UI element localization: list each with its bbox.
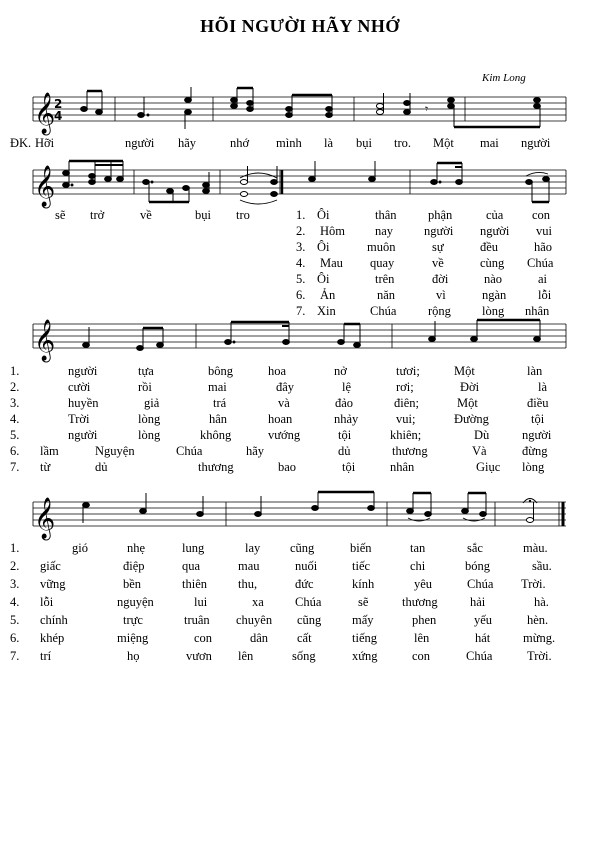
lyric: Đường [454, 412, 489, 426]
lyric: Chúa [466, 649, 493, 663]
lyric: lay [245, 541, 261, 555]
lyric: hân [209, 412, 228, 426]
rest-icon: 𝄾 [425, 102, 429, 116]
lyric: dủ [95, 460, 108, 474]
lyric: mình [276, 136, 302, 150]
lyric: truân [184, 613, 210, 627]
verse-number: 3. [296, 240, 306, 254]
lyric: đừng [522, 444, 548, 458]
lyric: lòng [138, 428, 161, 442]
notes [83, 492, 534, 523]
lyric: khiên; [390, 428, 422, 442]
staff-3 [0, 312, 600, 367]
lyric: trên [375, 272, 395, 286]
lyric: tựa [138, 364, 154, 378]
notes [83, 320, 541, 351]
verse-number: 6. [10, 631, 20, 645]
lyric: tiếng [352, 631, 377, 645]
lyric: cất [297, 631, 312, 645]
lyric: là [538, 380, 548, 394]
lyric: người [522, 428, 552, 442]
lyric: Ôi [317, 240, 330, 254]
lyric: rồi [138, 380, 152, 394]
lyric: nhân [525, 304, 550, 318]
lyric: thương [198, 460, 234, 474]
lyric: hão [534, 240, 553, 254]
lyric: Chúa [467, 577, 494, 591]
lyric: của [486, 208, 504, 222]
lyric: vui; [396, 412, 416, 426]
lyric: lui [194, 595, 208, 609]
lyric: đây [276, 380, 295, 394]
lyric: thu, [238, 577, 258, 591]
chorus-label: ĐK. [10, 136, 32, 150]
lyric: vướng [268, 428, 301, 442]
lyric: tươi; [396, 364, 420, 378]
lyric: lòng [138, 412, 161, 426]
verse-number: 2. [10, 380, 20, 394]
lyric: chính [40, 613, 68, 627]
lyric: Đời [460, 380, 480, 394]
verse-number: 4. [10, 412, 20, 426]
lyric: Trời [68, 412, 90, 426]
lyric: Trời. [527, 649, 552, 663]
lyric: Ản [320, 288, 336, 302]
lyric: trở [90, 208, 105, 222]
lyric: Dù [474, 428, 490, 442]
lyric: con [532, 208, 551, 222]
lyric: Ôi [317, 208, 330, 222]
lyric: thân [375, 208, 397, 222]
lyric: lên [238, 649, 254, 663]
lyric: giấc [40, 559, 61, 573]
lyric: điều [527, 396, 549, 410]
verse-number: 3. [10, 577, 20, 591]
lyric: chuyên [236, 613, 273, 627]
lyric: là [324, 136, 334, 150]
lyric: Nguyện [95, 444, 135, 458]
lyric: tro [236, 208, 250, 222]
lyric: khép [40, 631, 65, 645]
lyric: trí [40, 649, 52, 663]
lyric: làn [527, 364, 543, 378]
lyric: người [125, 136, 155, 150]
lyric: thiên [182, 577, 207, 591]
verse-number: 7. [296, 304, 306, 318]
treble-clef-icon: 𝄞 [34, 166, 56, 207]
lyric: nhảy [334, 412, 359, 426]
verse-number: 2. [296, 224, 306, 238]
lyric: nào [484, 272, 503, 286]
treble-clef-icon: 𝄞 [34, 93, 56, 134]
time-signature-top: 2 [54, 97, 63, 111]
lyric: điệp [123, 559, 145, 573]
lyric: Mau [320, 256, 343, 270]
lyric: và [278, 396, 290, 410]
lyric: lầm [40, 444, 59, 458]
lyric: lên [414, 631, 430, 645]
fermata-icon [529, 500, 531, 502]
lyric: mấy [352, 613, 374, 627]
lyric: dủ [338, 444, 351, 458]
lyric: về [140, 208, 152, 222]
lyric: hải [470, 595, 486, 609]
lyric: hát [475, 631, 491, 645]
lyric: nguyện [117, 595, 154, 609]
lyric: phen [412, 613, 437, 627]
lyric: tội [531, 412, 545, 426]
lyric: cũng [297, 613, 322, 627]
lyric: Ôi [317, 272, 330, 286]
lyric: hèn. [527, 613, 549, 627]
lyric: lỗi [40, 595, 54, 609]
lyric: bụi [356, 136, 372, 150]
lyric: tội [342, 460, 356, 474]
lyric: Xin [317, 304, 336, 318]
lyric: tan [410, 541, 426, 555]
lyric: sắc [467, 541, 483, 555]
lyric: thương [402, 595, 438, 609]
lyric: đều [480, 240, 499, 254]
verse-number: 1. [10, 541, 20, 555]
lyric: họ [127, 649, 140, 663]
lyric: mai [208, 380, 227, 394]
lyric: rơi; [396, 380, 414, 394]
lyric: Và [472, 444, 487, 458]
lyric: nuối [295, 559, 318, 573]
verse-number: 1. [10, 364, 20, 378]
verse-number: 2. [10, 559, 20, 573]
lyric: quay [370, 256, 395, 270]
lyric: dân [250, 631, 269, 645]
lyric: lòng [522, 460, 545, 474]
verse-number: 4. [296, 256, 306, 270]
lyric: cười [68, 380, 91, 394]
lyric: trực [123, 613, 143, 627]
lyric: vững [40, 577, 66, 591]
lyric: tiếc [352, 559, 371, 573]
lyric: sự [432, 240, 444, 254]
lyric: qua [182, 559, 201, 573]
lyric: miệng [117, 631, 149, 645]
lyric: cùng [480, 256, 505, 270]
lyric: điên; [394, 396, 419, 410]
lyric: Một [454, 364, 475, 378]
lyric: không [200, 428, 232, 442]
lyric: hãy [178, 136, 197, 150]
lyric: người [424, 224, 454, 238]
lyric: đức [295, 577, 314, 591]
lyric: Chúa [176, 444, 203, 458]
verse-number: 5. [296, 272, 306, 286]
lyric: Chúa [370, 304, 397, 318]
lyric: xứng [352, 649, 378, 663]
lyric: thương [392, 444, 428, 458]
lyric: Một [457, 396, 478, 410]
verse-number: 7. [10, 649, 20, 663]
staff-2 [0, 158, 600, 213]
verse-number: 1. [296, 208, 306, 222]
lyric: vươn [186, 649, 212, 663]
lyric: Hỡi [35, 136, 55, 150]
lyric: muôn [367, 240, 396, 254]
lyric: nhân [390, 460, 415, 474]
lyric: sẽ [358, 595, 369, 609]
lyric: Trời. [521, 577, 546, 591]
lyric: hoan [268, 412, 293, 426]
lyric: cũng [290, 541, 315, 555]
lyric: người [521, 136, 551, 150]
lyric: nay [375, 224, 394, 238]
lyric: ngàn [482, 288, 507, 302]
lyric: huyền [68, 396, 99, 410]
lyric: bụi [195, 208, 211, 222]
lyric: mau [238, 559, 260, 573]
lyric: giả [144, 396, 160, 410]
lyric: yếu [474, 613, 493, 627]
time-signature-bottom: 4 [54, 109, 63, 123]
lyric: yêu [414, 577, 433, 591]
lyric: mai [480, 136, 499, 150]
lyric: bóng [465, 559, 490, 573]
verse-number: 3. [10, 396, 20, 410]
lyric: hãy [246, 444, 265, 458]
verse-number: 4. [10, 595, 20, 609]
lyric: hà. [534, 595, 549, 609]
lyric: Giục [476, 460, 501, 474]
lyric: Chúa [295, 595, 322, 609]
lyric: biến [350, 541, 372, 555]
lyric: con [194, 631, 213, 645]
lyric: từ [40, 460, 51, 474]
verse-number: 6. [10, 444, 20, 458]
notes [63, 161, 550, 202]
verse-number: 6. [296, 288, 306, 302]
lyric: kính [352, 577, 375, 591]
lyric: chi [410, 559, 426, 573]
lyric: vui [536, 224, 552, 238]
lyric: tro. [394, 136, 412, 150]
lyric: sống [292, 649, 316, 663]
lyric: sầu. [532, 559, 552, 573]
lyric: màu. [523, 541, 548, 555]
lyric: lệ [342, 380, 352, 394]
song-title: HÕI NGƯỜI HÃY NHỚ [200, 16, 400, 36]
lyric: tội [338, 428, 352, 442]
lyric: về [432, 256, 444, 270]
lyric: con [412, 649, 431, 663]
staff-4 [0, 490, 600, 545]
verse-number: 7. [10, 460, 20, 474]
lyric: nở [334, 364, 347, 378]
lyric: đảo [335, 396, 354, 410]
lyric: lỗi [538, 288, 552, 302]
lyric: Chúa [527, 256, 554, 270]
lyric: năn [377, 288, 396, 302]
lyric: phận [428, 208, 453, 222]
lyric: ai [538, 272, 548, 286]
notes [81, 87, 541, 129]
lyric: bao [278, 460, 297, 474]
verse-number: 5. [10, 613, 20, 627]
lyric: người [480, 224, 510, 238]
composer-credit: Kim Long [482, 72, 526, 84]
lyric: xa [252, 595, 264, 609]
lyric: trá [213, 396, 227, 410]
lyric: hoa [268, 364, 287, 378]
lyric: bền [123, 577, 142, 591]
lyric: Một [433, 136, 454, 150]
lyric: Hôm [320, 224, 345, 238]
lyric: người [68, 428, 98, 442]
treble-clef-icon: 𝄞 [34, 498, 56, 539]
lyric: gió [72, 541, 88, 555]
lyric: sẽ [55, 208, 66, 222]
lyric: mừng. [523, 631, 556, 645]
lyric: người [68, 364, 98, 378]
lyric: lòng [482, 304, 505, 318]
verse-number: 5. [10, 428, 20, 442]
lyric: vì [436, 288, 446, 302]
lyric: bông [208, 364, 233, 378]
lyric: đời [432, 272, 449, 286]
lyric: nhẹ [127, 541, 146, 555]
lyric: rộng [428, 304, 451, 318]
treble-clef-icon: 𝄞 [34, 320, 56, 361]
staff-1 [0, 85, 600, 140]
lyric: nhớ [230, 136, 250, 150]
lyric: lung [182, 541, 205, 555]
